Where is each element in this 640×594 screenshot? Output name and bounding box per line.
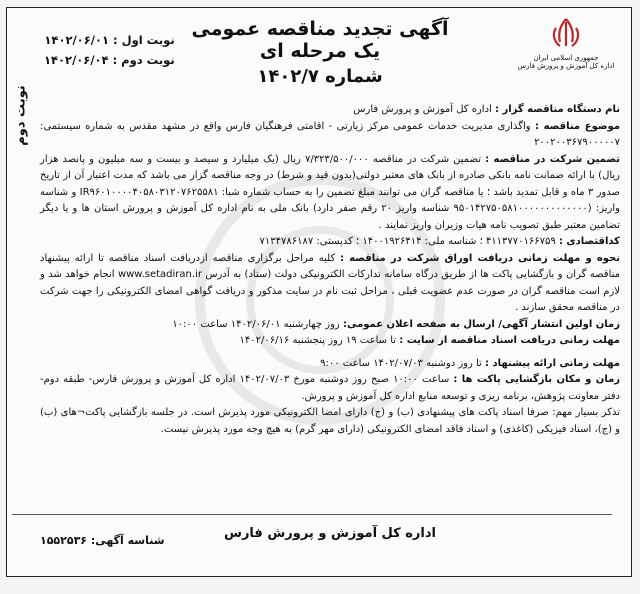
docs-text: کلیه مراحل برگزاری مناقصه ازدریافت اسناد مناقصه تا ارائه پیشنهاد مناقصه گران و بازگشایی پاکت ها از طریق درگاه سامانه تدارکات الکترونیکی دولت (ستاد) به آدرس www.setadiran.ir انجام خواهد شد و لازم است مناقصه گران در صورت عدم عضویت قبلی ، مراحل ثبت نام در سایت مذکور و دریافت گواهی امضای الکترونیکی را جهت شرکت در مناقصه محقق سازند . [40, 252, 620, 313]
footer [40, 522, 620, 552]
publish-label: زمان اولین انتشار آگهی/ ارسال به صفحه اعلان عمومی: [342, 318, 620, 330]
submit-row [40, 356, 620, 373]
footer-org: اداره کل آموزش و پرورش فارس [224, 526, 436, 541]
title-block [190, 18, 450, 87]
docs-row [40, 251, 620, 317]
guarantee-row [40, 152, 620, 235]
footer-code-label: شناسه آگهی: [90, 534, 165, 547]
date1-value: ۱۴۰۲/۰۶/۰۱ [44, 33, 109, 47]
date2-row [44, 50, 175, 70]
footer-code-value: ۱۵۵۲۵۳۶ [40, 534, 87, 547]
footer-code [40, 534, 165, 547]
notice-number: شماره ۱۴۰۲/۷ [257, 66, 383, 87]
receive-label: مهلت زمانی دریافت اسناد مناقصه از سایت : [399, 335, 620, 346]
org-row [40, 102, 620, 119]
date1-label: نوبت اول : [112, 33, 175, 47]
logo-line2: اداره کل آموزش و پرورش فارس [517, 62, 615, 70]
opening-row [40, 372, 620, 405]
logo [516, 16, 616, 70]
subject-label: موضوع مناقصه : [534, 120, 621, 132]
date2-value: ۱۴۰۲/۰۶/۰۴ [44, 53, 109, 67]
emblem-icon [546, 16, 586, 52]
side-label-text: نوبت دوم [13, 85, 29, 146]
publish-row [40, 317, 620, 334]
logo-line1: جمهوری اسلامی ایران [533, 54, 599, 62]
submit-label: مهلت زمانی ارائه پیشنهاد : [485, 357, 620, 369]
dates [44, 30, 175, 70]
econ-row [40, 234, 620, 251]
notice-title: آگهی تجدید مناقصه عمومی یک مرحله ای [191, 18, 449, 62]
header [40, 16, 620, 88]
receive-text: تا ساعت ۱۹ روز پنجشنبه ۱۴۰۲/۰۶/۱۶ [239, 335, 397, 346]
docs-label: نحوه و مهلت زمانی دریافت اوراق شرکت در مناقصه : [340, 252, 620, 264]
publish-text: روز چهارشنبه ۱۴۰۲/۰۶/۰۱ ساعت ۱۰:۰۰ [172, 318, 340, 330]
opening-label: زمان و مکان بازگشایی پاکت ها : [453, 374, 621, 385]
subject-row [40, 119, 620, 152]
date2-label: نوبت دوم : [112, 53, 175, 67]
notice-body [40, 102, 620, 438]
opening-text: ساعت ۱۰:۰۰ صبح روز دوشنبه مورخ ۱۴۰۲/۰۷/۰۳ اداره کل آموزش و پرورش فارس- طبقه دوم- دفتر معاونت پژوهش، برنامه ریزی و توسعه منابع اداره کل آموزش و پرورش. [40, 374, 620, 402]
side-label [8, 60, 36, 180]
footer-divider [12, 514, 612, 515]
econ-label: کداقتصادی : [558, 236, 620, 247]
org-label: نام دستگاه مناقصه گزار : [495, 104, 620, 115]
subject-text: واگذاری مدیریت خدمات عمومی مرکز زیارتی - اقامتی فرهنگیان فارس واقع در مشهد مقدس به شماره سیستمی: ۲۰۰۲۰۰۳۶۷۹۰۰۰۰۰۷ [40, 120, 620, 148]
date1-row [44, 30, 175, 50]
receive-row [40, 333, 620, 350]
guarantee-label: تضمین شرکت در مناقصه : [485, 153, 620, 165]
guarantee-text: تضمین شرکت در مناقصه ۷/۳۲۳/۵۰۰/۰۰۰ ریال (یک میلیارد و سیصد و بیست و سه میلیون و پانصد هزار ریال) با ارائه ضمانت نامه بانکی صادره از بانک های معتبر دولتی(بدون قید و شرط) در وجه مناقصه گزار می باشد که مدت اعتبار آن از تاریخ صدور ۳ ماه و قابل تمدید باشد ؛ یا مناقصه گران می توانند مبلغ تضمین را به حساب شماره شبا: IR۹۶۰۱۰۰۰۰۴۰۵۸۰۳۱۲۰۷۶۲۵۵۸۱ و شناسه واریز: (۹۵۰۱۴۲۷۵۰۵۸۱۰۰۰۰۰۰۰۰۰۰۰۰۰ شناسه واریز ۲۰ رقم صفر دارد) بانک ملی به نام اداره کل آموزش و پرورش استان ها و یا دیگر تضامین معتبر طبق تصویب نامه هیات وزیران واریز نمایند . [40, 153, 620, 231]
submit-text: تا روز دوشنبه ۱۴۰۲/۰۷/۰۳ ساعت ۹:۰۰ [320, 357, 482, 369]
note-row: تذکر بسیار مهم: صرفا اسناد پاکت های پیشنهادی (ب) و (ج) دارای امضا الکترونیکی مورد پذیرش است. در جلسه بازگشایی پاکت¬های (ب) و (ج)، اسناد فیزیکی (کاغذی) و اسناد فاقد امضای الکترونیکی (دارای مهر گرم) به هیچ وجه مورد پذیرش نیست. [40, 407, 620, 435]
econ-text: ۴۱۱۳۷۷۰۱۶۶۷۵۹ ؛ شناسه ملی: ۱۴۰۰۱۹۲۶۴۱۴ ؛ کدپستی: ۷۱۳۴۷۸۶۱۸۷ [259, 236, 556, 247]
org-text: اداره کل آموزش و پرورش فارس [353, 104, 492, 115]
